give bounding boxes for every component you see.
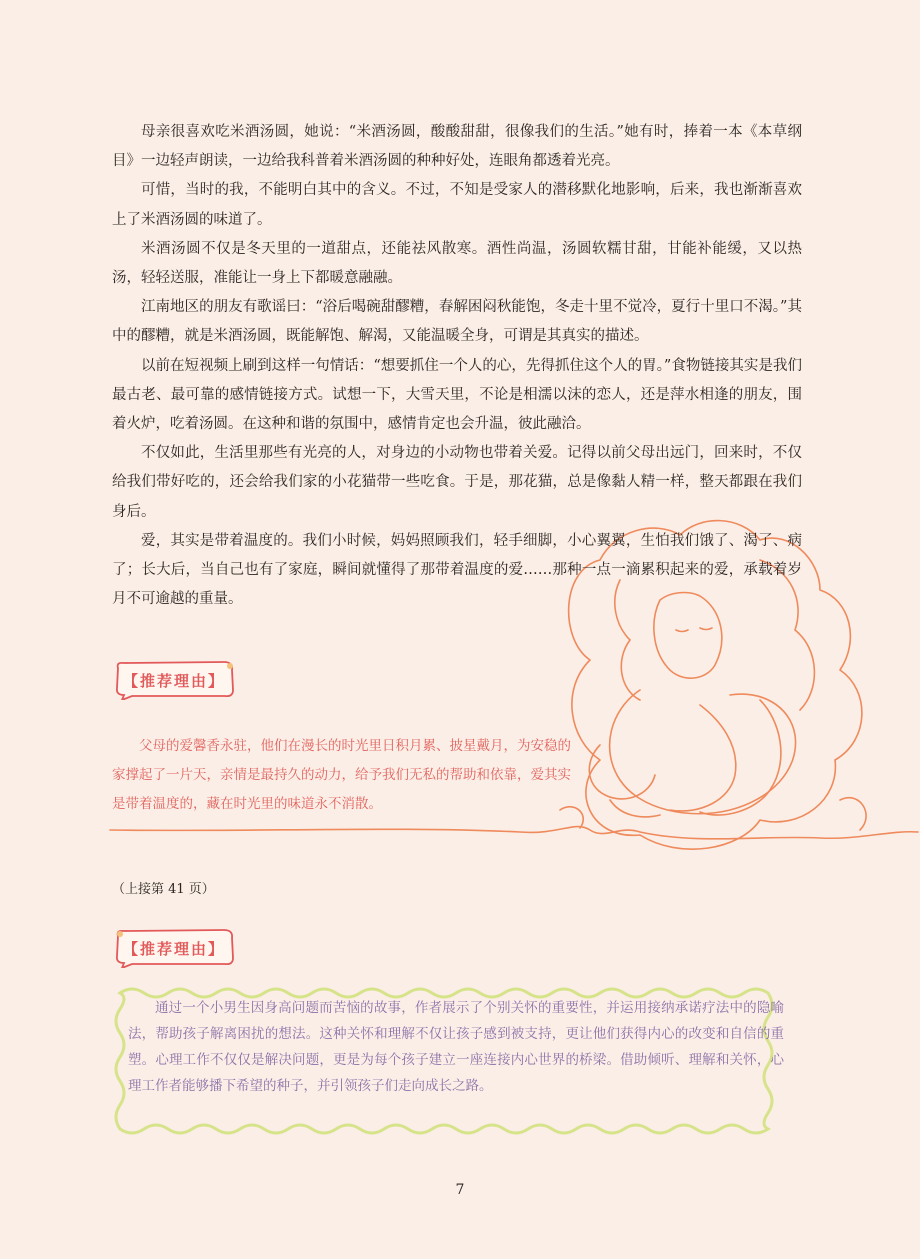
essay-paragraph: 不仅如此，生活里那些有光亮的人，对身边的小动物也带着关爱。记得以前父母出远门，回来时，不仅给我们带好吃的，还会给我们家的小花猫带一些吃食。于是，那花猫，总是像黏人精一样，整天都跟在我们身后。 bbox=[112, 445, 802, 520]
badge-label: 【推荐理由】 bbox=[122, 671, 225, 690]
essay-paragraph: 米酒汤圆不仅是冬天里的一道甜点，还能祛风散寒。酒性尚温，汤圆软糯甘甜，甘能补能缓，又以热汤，轻轻送服，准能让一身上下都暖意融融。 bbox=[112, 240, 802, 287]
essay-paragraph: 爱，其实是带着温度的。我们小时候，妈妈照顾我们，轻手细脚，小心翼翼，生怕我们饿了、渴了、病了；长大后，当自己也有了家庭，瞬间就懂得了那带着温度的爱……那种一点一滴累积起来的爱，承载着岁月不可逾越的重量。 bbox=[112, 532, 802, 608]
essay-body bbox=[112, 118, 802, 614]
essay-paragraph: 可惜，当时的我，不能明白其中的含义。不过，不知是受家人的潜移默化地影响，后来，我也渐渐喜欢上了米酒汤圆的味道了。 bbox=[112, 182, 802, 228]
recommendation-badge bbox=[112, 928, 236, 968]
recommendation-badge bbox=[112, 660, 236, 700]
recommendation-box bbox=[112, 985, 802, 1137]
recommendation-paragraph: 通过一个小男生因身高问题而苦恼的故事，作者展示了个别关怀的重要性，并运用接纳承诺疗法中的隐喻法，帮助孩子解离困扰的想法。这种关怀和理解不仅让孩子感到被支持，更让他们获得内心的改变和自信的重塑。心理工作不仅仅是解决问题，更是为每个孩子建立一座连接内心世界的桥梁。借助倾听、理解和关怀，心理工作者能够播下希望的种子，并引领孩子们走向成长之路。 bbox=[128, 1000, 784, 1094]
page-number: 7 bbox=[455, 1182, 465, 1198]
essay-paragraph: 母亲很喜欢吃米酒汤圆，她说：“米酒汤圆，酸酸甜甜，很像我们的生活。”她有时，捧着一本《本草纲目》一边轻声朗读，一边给我科普着米酒汤圆的种种好处，连眼角都透着光亮。 bbox=[112, 124, 802, 170]
recommendation-text bbox=[112, 732, 572, 819]
essay-paragraph: 以前在短视频上刷到这样一句情话：“想要抓住一个人的心，先得抓住这个人的胃。”食物链接其实是我们最古老、最可靠的感情链接方式。试想一下，大雪天里，不论是相濡以沫的恋人，还是萍水相逢的朋友，围着火炉，吃着汤圆。在这种和谐的氛围中，感情肯定也会升温，彼此融洽。 bbox=[112, 357, 802, 433]
recommendation-paragraph: 父母的爱馨香永驻，他们在漫长的时光里日积月累、披星戴月，为安稳的家撑起了一片天，亲情是最持久的动力，给予我们无私的帮助和依靠，爱其实是带着温度的，藏在时光里的味道永不消散。 bbox=[112, 738, 571, 812]
recommendation-text bbox=[128, 995, 784, 1099]
continuation-note: （上接第 41 页） bbox=[112, 882, 215, 897]
essay-paragraph: 江南地区的朋友有歌谣曰：“浴后喝碗甜醪糟，春解困闷秋能饱，冬走十里不觉冷，夏行十里口不渴。”其中的醪糟，就是米酒汤圆，既能解饱、解渴，又能温暖全身，可谓是其真实的描述。 bbox=[112, 299, 802, 345]
badge-label: 【推荐理由】 bbox=[122, 939, 225, 958]
